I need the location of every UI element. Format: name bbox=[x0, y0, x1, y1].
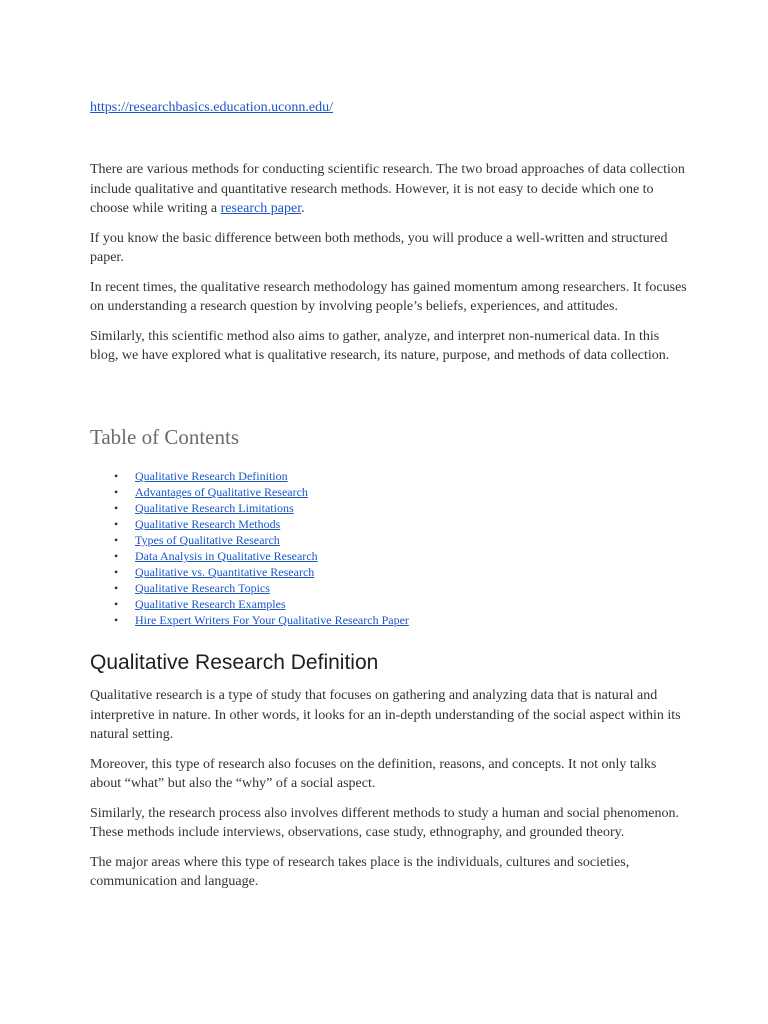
toc-item bbox=[135, 548, 409, 564]
toc-link-data-analysis[interactable]: Data Analysis in Qualitative Research bbox=[135, 549, 318, 563]
toc-item bbox=[135, 532, 409, 548]
definition-paragraph-4: The major areas where this type of research takes place is the individuals, cultures and societies, communication and language. bbox=[90, 854, 630, 889]
intro-paragraph-4: Similarly, this scientific method also aims to gather, analyze, and interpret non-numerical data. In this blog, we have explored what is qualitative research, its nature, purpose, and methods of data collection. bbox=[90, 328, 670, 363]
toc-link-advantages[interactable]: Advantages of Qualitative Research bbox=[135, 485, 308, 499]
toc-list bbox=[90, 468, 409, 628]
toc-link-qual-vs-quant[interactable]: Qualitative vs. Quantitative Research bbox=[135, 565, 315, 579]
intro-paragraph-1-end: . bbox=[301, 201, 305, 216]
toc-link-types[interactable]: Types of Qualitative Research bbox=[135, 533, 280, 547]
toc-item bbox=[135, 612, 409, 628]
intro-paragraph-2: If you know the basic difference between both methods, you will produce a well-written and structured paper. bbox=[90, 230, 668, 265]
intro-paragraph-1 bbox=[90, 160, 690, 219]
toc-item bbox=[135, 516, 409, 532]
definition-paragraph-2: Moreover, this type of research also focuses on the definition, reasons, and concepts. It not only talks about “what” but also the “why” of a social aspect. bbox=[90, 756, 657, 791]
research-paper-link[interactable]: research paper bbox=[220, 201, 302, 216]
toc-item bbox=[135, 484, 409, 500]
toc-link-methods[interactable]: Qualitative Research Methods bbox=[135, 517, 281, 531]
intro-paragraph-1-text: There are various methods for conducting scientific research. The two broad approaches of data collection include qualitative and quantitative research methods. However, it is not easy to decide which one to choose while writing a bbox=[90, 162, 685, 216]
toc-link-topics[interactable]: Qualitative Research Topics bbox=[135, 581, 270, 595]
intro-section bbox=[90, 160, 690, 376]
definition-paragraph-1: Qualitative research is a type of study that focuses on gathering and analyzing data that is natural and interpretive in nature. In other words, it looks for an in-depth understanding of the social aspect within its natural setting. bbox=[90, 688, 681, 742]
toc-link-definition[interactable]: Qualitative Research Definition bbox=[135, 469, 288, 483]
definition-section bbox=[90, 686, 690, 902]
toc-item bbox=[135, 468, 409, 484]
toc-link-examples[interactable]: Qualitative Research Examples bbox=[135, 597, 286, 611]
toc-item bbox=[135, 580, 409, 596]
intro-paragraph-3: In recent times, the qualitative research methodology has gained momentum among researchers. It focuses on understanding a research question by involving people’s beliefs, experiences, and attitudes. bbox=[90, 279, 687, 314]
toc-heading: Table of Contents bbox=[90, 425, 239, 449]
toc-item bbox=[135, 596, 409, 612]
definition-paragraph-3: Similarly, the research process also involves different methods to study a human and social phenomenon. These methods include interviews, observations, case study, ethnography, and grounded theory. bbox=[90, 805, 680, 840]
toc-item bbox=[135, 564, 409, 580]
definition-heading: Qualitative Research Definition bbox=[90, 651, 379, 674]
toc-link-limitations[interactable]: Qualitative Research Limitations bbox=[135, 501, 294, 515]
toc-link-hire-writers[interactable]: Hire Expert Writers For Your Qualitative Research Paper bbox=[135, 613, 409, 627]
source-url-link[interactable]: https://researchbasics.education.uconn.edu/ bbox=[90, 100, 333, 115]
toc-item bbox=[135, 500, 409, 516]
